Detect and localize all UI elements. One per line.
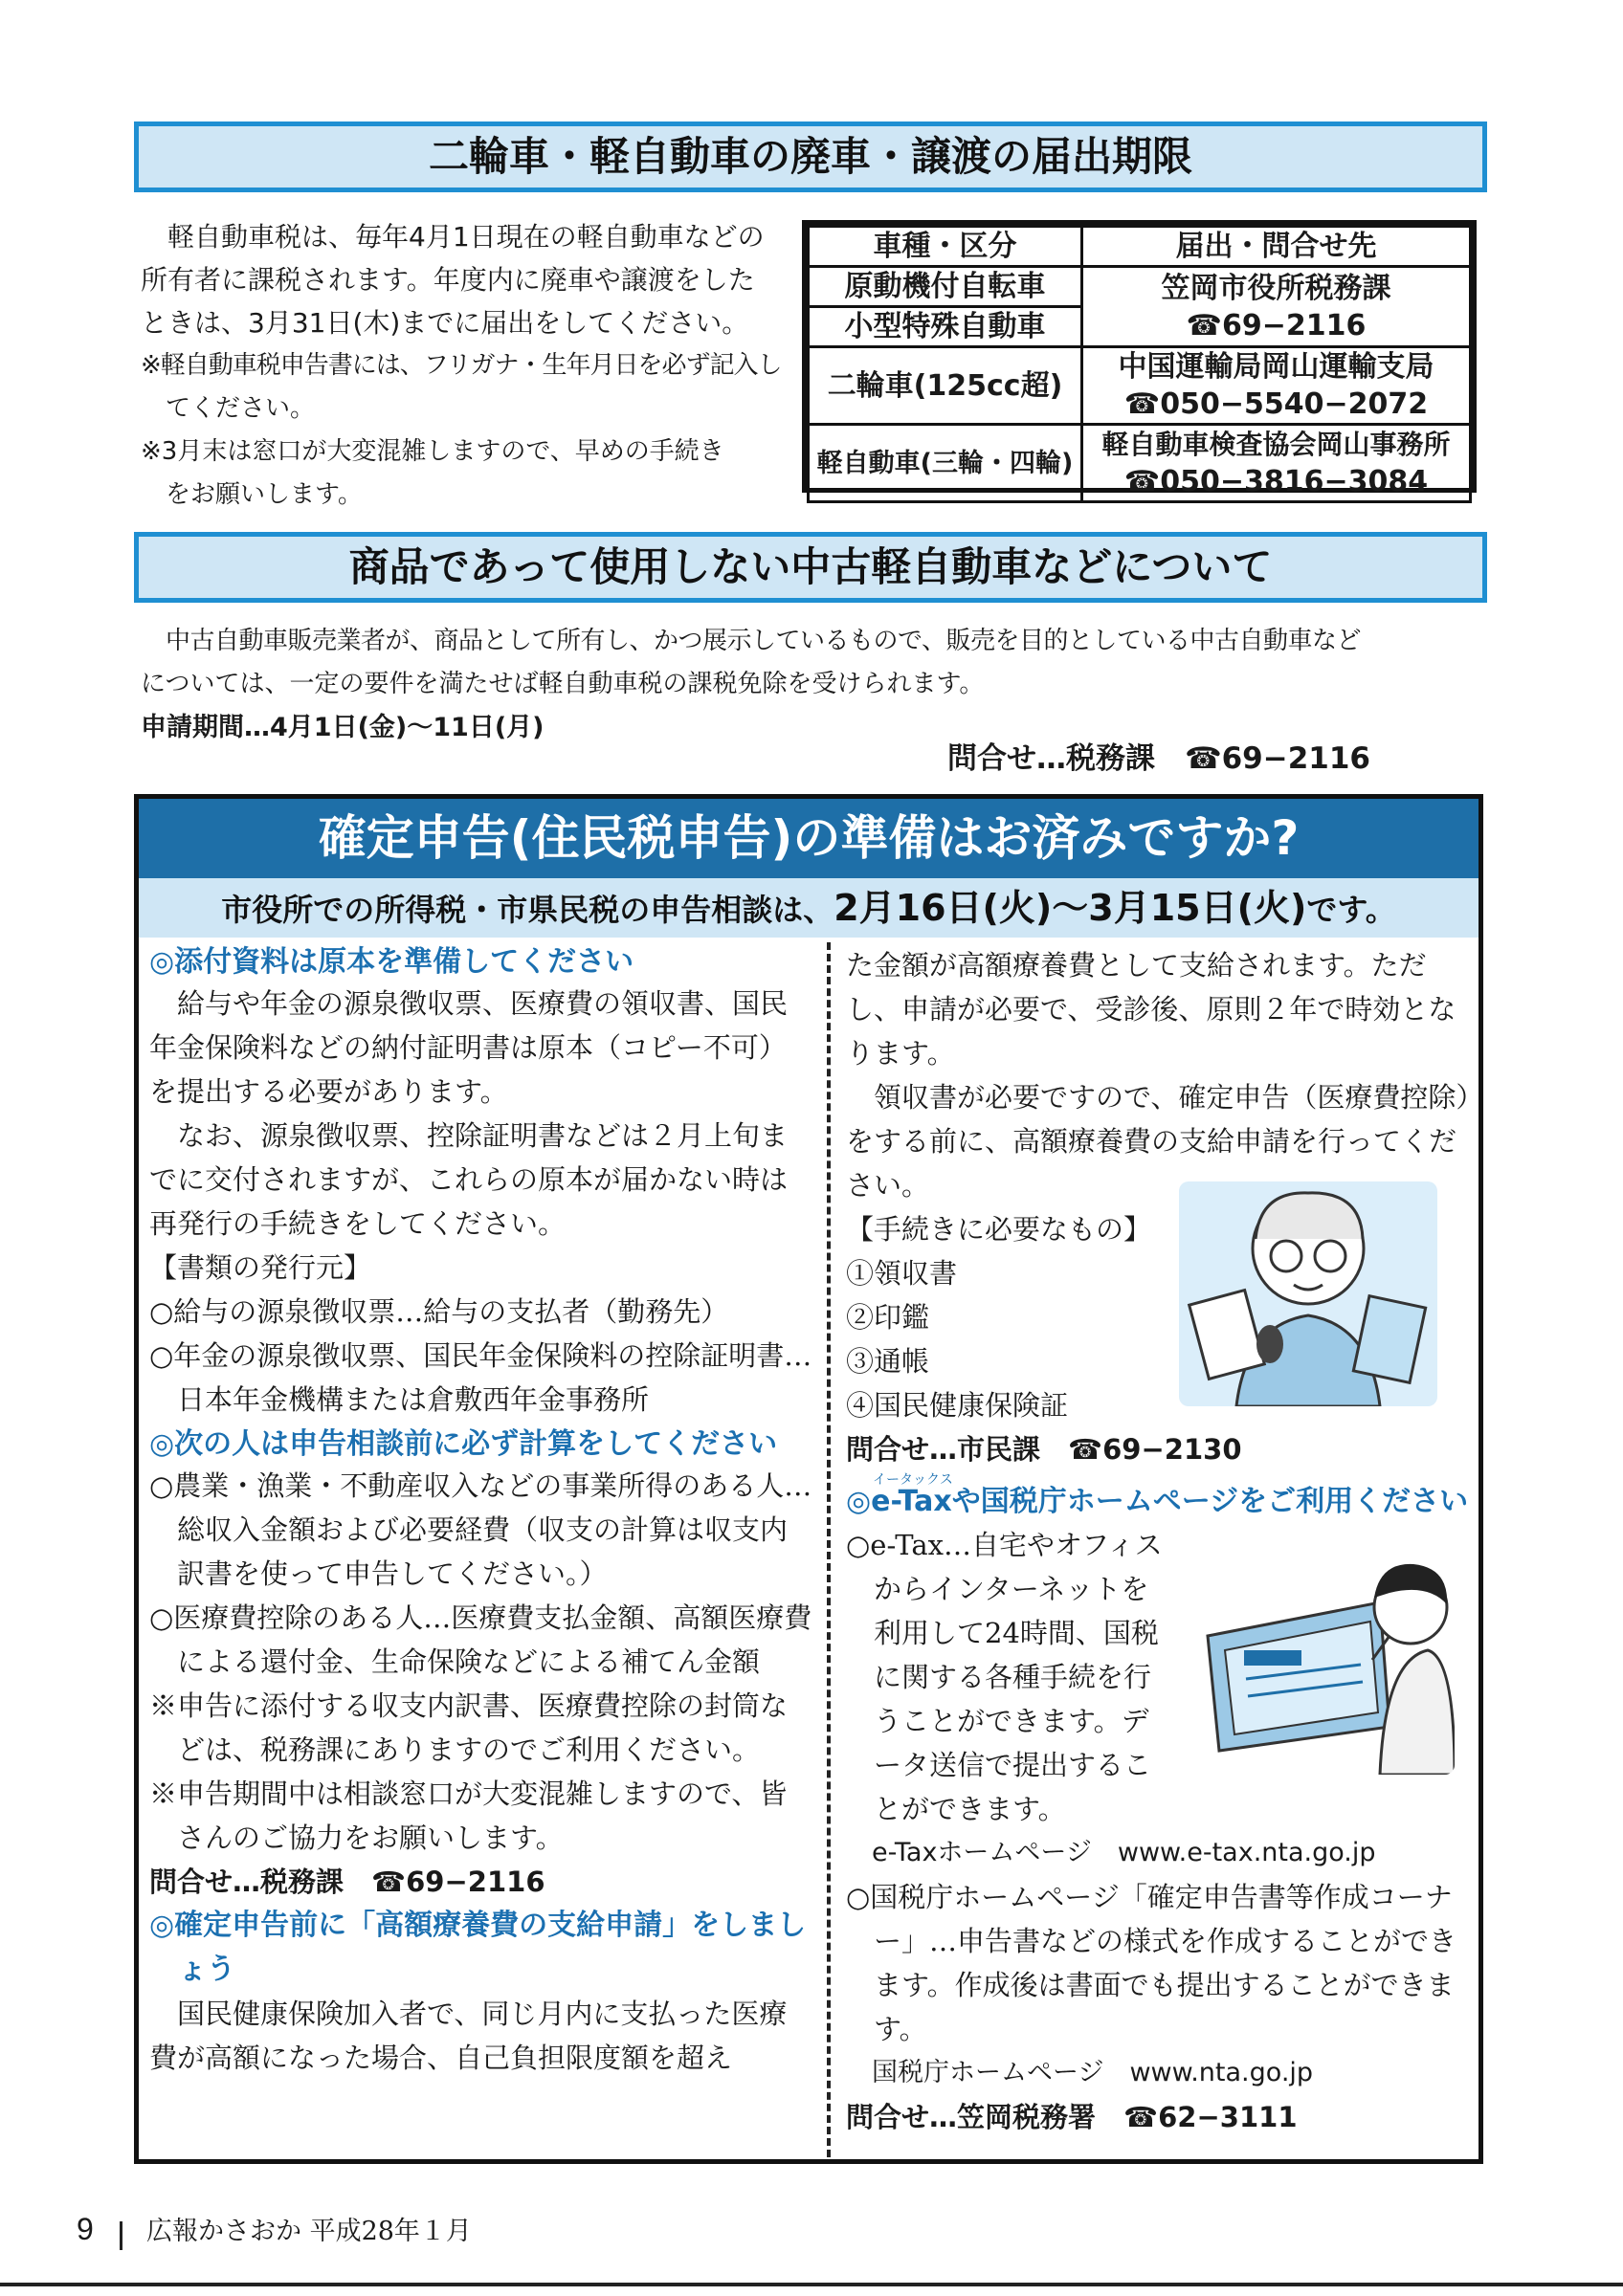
page-footer bbox=[77, 2210, 746, 2248]
table-cell-motorcycle: 二輪車(125cc超) bbox=[809, 347, 1082, 425]
transport-bureau-phone: ☎050−5540−2072 bbox=[1123, 387, 1429, 421]
table-header-contact: 届出・問合せ先 bbox=[1082, 227, 1471, 267]
issuer-label: 【書類の発行元】 bbox=[149, 1251, 372, 1284]
section2-period: 申請期間…4月1日(金)〜11日(月) bbox=[141, 713, 545, 742]
table-header-type: 車種・区分 bbox=[809, 227, 1082, 267]
section1-line-2: 所有者に課税されます。年度内に廃車や譲渡をした bbox=[141, 264, 755, 296]
section1-note-2-cont: をお願いします。 bbox=[166, 480, 363, 509]
nta-url[interactable]: 国税庁ホームページ www.nta.go.jp bbox=[872, 2058, 1314, 2087]
page-number: 9 bbox=[77, 2212, 94, 2246]
heading-etax: ◎e-Taxや国税庁ホームページをご利用ください bbox=[846, 1485, 1469, 1518]
laptop-drawing bbox=[1198, 1545, 1455, 1775]
vehicle-contact-table bbox=[802, 220, 1477, 498]
left-contact-tax: 問合せ…税務課 ☎69−2116 bbox=[149, 1866, 545, 1898]
transport-bureau-name: 中国運輸局岡山運輸支局 bbox=[1118, 350, 1434, 384]
elderly-person-drawing bbox=[1179, 1181, 1437, 1406]
inspection-assoc-phone: ☎050−3816−3084 bbox=[1123, 465, 1429, 498]
section2-line-1: 中古自動車販売業者が、商品として所有し、かつ展示しているもので、販売を目的としている中古自動車など bbox=[166, 627, 1361, 655]
originals-text-1: 給与や年金の源泉徴収票、医療費の領収書、国民年金保険料などの納付証明書は原本（コピー不可）を提出する必要があります。 bbox=[149, 987, 789, 1108]
etax-ruby: イータックス bbox=[873, 1472, 953, 1488]
table-cell-inspection-assoc bbox=[1082, 425, 1471, 502]
section2-line-2: については、一定の要件を満たせば軽自動車税の課税免除を受けられます。 bbox=[141, 670, 985, 698]
right-contact-tax-office: 問合せ…笠岡税務署 ☎62−3111 bbox=[846, 2101, 1298, 2133]
section1-title-band bbox=[134, 121, 1487, 192]
receipt-text: 領収書が必要ですので、確定申告（医療費控除）をする前に、高額療養費の支給申請を行ってください。 bbox=[846, 1081, 1470, 1202]
tax-return-title: 確定申告(住民税申告)の準備はお済みですか? bbox=[318, 810, 1300, 866]
subtitle-dates: 2月16日(火)〜3月15日(火) bbox=[834, 887, 1307, 929]
high-cost-text-cont: た金額が高額療養費として支給されます。ただし、申請が必要で、受診後、原則２年で時効となります。 bbox=[846, 949, 1456, 1070]
subtitle-tail: です。 bbox=[1306, 892, 1396, 928]
section1-note-1-cont: てください。 bbox=[166, 394, 316, 423]
etax-url[interactable]: e-Taxホームページ www.e-tax.nta.go.jp bbox=[872, 1838, 1376, 1867]
item-3: ③通帳 bbox=[846, 1345, 930, 1378]
items-label: 【手続きに必要なもの】 bbox=[846, 1213, 1152, 1246]
table-cell-moped: 原動機付自転車 bbox=[809, 267, 1082, 307]
elderly-person-illustration bbox=[1179, 1181, 1437, 1406]
section2-title: 商品であって使用しない中古軽自動車などについて bbox=[348, 543, 1273, 590]
tax-return-header bbox=[139, 799, 1478, 878]
section1-line-3: ときは、3月31日(木)までに届出をしてください。 bbox=[141, 307, 749, 339]
section2-text bbox=[141, 620, 1480, 749]
etax-text: ○e-Tax…自宅やオフィスからインターネットを利用して24時間、国税に関する各種手続を行うことができます。データ送信で提出することができます。 bbox=[846, 1529, 1163, 1825]
city-tax-office: 笠岡市役所税務課 bbox=[1161, 271, 1391, 305]
section1-note-1: ※軽自動車税申告書には、フリガナ・生年月日を必ず記入し bbox=[141, 351, 782, 380]
heading-calculate: ◎次の人は申告相談前に必ず計算をしてください bbox=[149, 1427, 778, 1461]
calc-note-2: ※申告期間中は相談窓口が大変混雑しますので、皆さんのご協力をお願いします。 bbox=[149, 1777, 788, 1854]
section2-title-band bbox=[134, 532, 1487, 603]
city-tax-phone: ☎69−2116 bbox=[1186, 308, 1367, 342]
bottom-rule bbox=[0, 2283, 1623, 2286]
person-at-laptop-illustration bbox=[1198, 1545, 1455, 1775]
heading-originals: ◎添付資料は原本を準備してください bbox=[149, 945, 634, 979]
nta-text: ○国税庁ホームページ「確定申告書等作成コーナー」…申告書などの様式を作成することができます。作成後は書面でも提出することができます。 bbox=[846, 1881, 1457, 2045]
section2-contact: 問合せ…税務課 ☎69−2116 bbox=[947, 741, 1371, 776]
calc-note-1: ※申告に添付する収支内訳書、医療費控除の封筒などは、税務課にありますのでご利用ください。 bbox=[149, 1689, 789, 1766]
table-cell-city-tax bbox=[1082, 267, 1471, 347]
footer-separator bbox=[120, 2221, 122, 2250]
table-cell-light-vehicle: 軽自動車(三輪・四輪) bbox=[809, 425, 1082, 502]
left-column bbox=[149, 943, 813, 2080]
item-1: ①領収書 bbox=[846, 1257, 958, 1290]
table-cell-special-vehicle: 小型特殊自動車 bbox=[809, 307, 1082, 347]
high-cost-text: 国民健康保険加入者で、同じ月内に支払った医療費が高額になった場合、自己負担限度額を超え bbox=[149, 1998, 788, 2074]
item-2: ②印鑑 bbox=[846, 1301, 930, 1334]
section1-note-2: ※3月末は窓口が大変混雑しますので、早めの手続き bbox=[141, 437, 724, 466]
item-4: ④国民健康保険証 bbox=[846, 1389, 1069, 1422]
subtitle-lead: 市役所での所得税・市県民税の申告相談は、 bbox=[221, 892, 834, 928]
tax-return-subtitle bbox=[139, 878, 1478, 938]
calc-item-1: ○農業・漁業・不動産収入などの事業所得のある人…総収入金額および必要経費（収支の計算は収支内訳書を使って申告してください。） bbox=[149, 1469, 812, 1590]
section1-line-1: 軽自動車税は、毎年4月1日現在の軽自動車などの bbox=[167, 221, 765, 253]
issuer-2: ○年金の源泉徴収票、国民年金保険料の控除証明書…日本年金機構または倉敷西年金事務所 bbox=[149, 1339, 812, 1416]
heading-high-cost: ◎確定申告前に「高額療養費の支給申請」をしましょう bbox=[149, 1909, 807, 1986]
table-cell-transport-bureau bbox=[1082, 347, 1471, 425]
right-contact-citizen: 問合せ…市民課 ☎69−2130 bbox=[846, 1433, 1242, 1466]
issuer-1: ○給与の源泉徴収票…給与の支払者（勤務先） bbox=[149, 1295, 729, 1328]
section1-title: 二輪車・軽自動車の廃車・譲渡の届出期限 bbox=[428, 133, 1192, 180]
calc-item-2: ○医療費控除のある人…医療費支払金額、高額医療費による還付金、生命保険などによる補てん金額 bbox=[149, 1601, 812, 1678]
right-column bbox=[846, 943, 1470, 2139]
inspection-assoc-name: 軽自動車検査協会岡山事務所 bbox=[1101, 429, 1451, 460]
originals-text-2: なお、源泉徴収票、控除証明書などは２月上旬までに交付されますが、これらの原本が届かない時は再発行の手続きをしてください。 bbox=[149, 1119, 789, 1240]
section1-text bbox=[141, 215, 801, 517]
publication-name: 広報かさおか 平成28年１月 bbox=[145, 2217, 472, 2246]
column-divider bbox=[827, 942, 831, 2157]
